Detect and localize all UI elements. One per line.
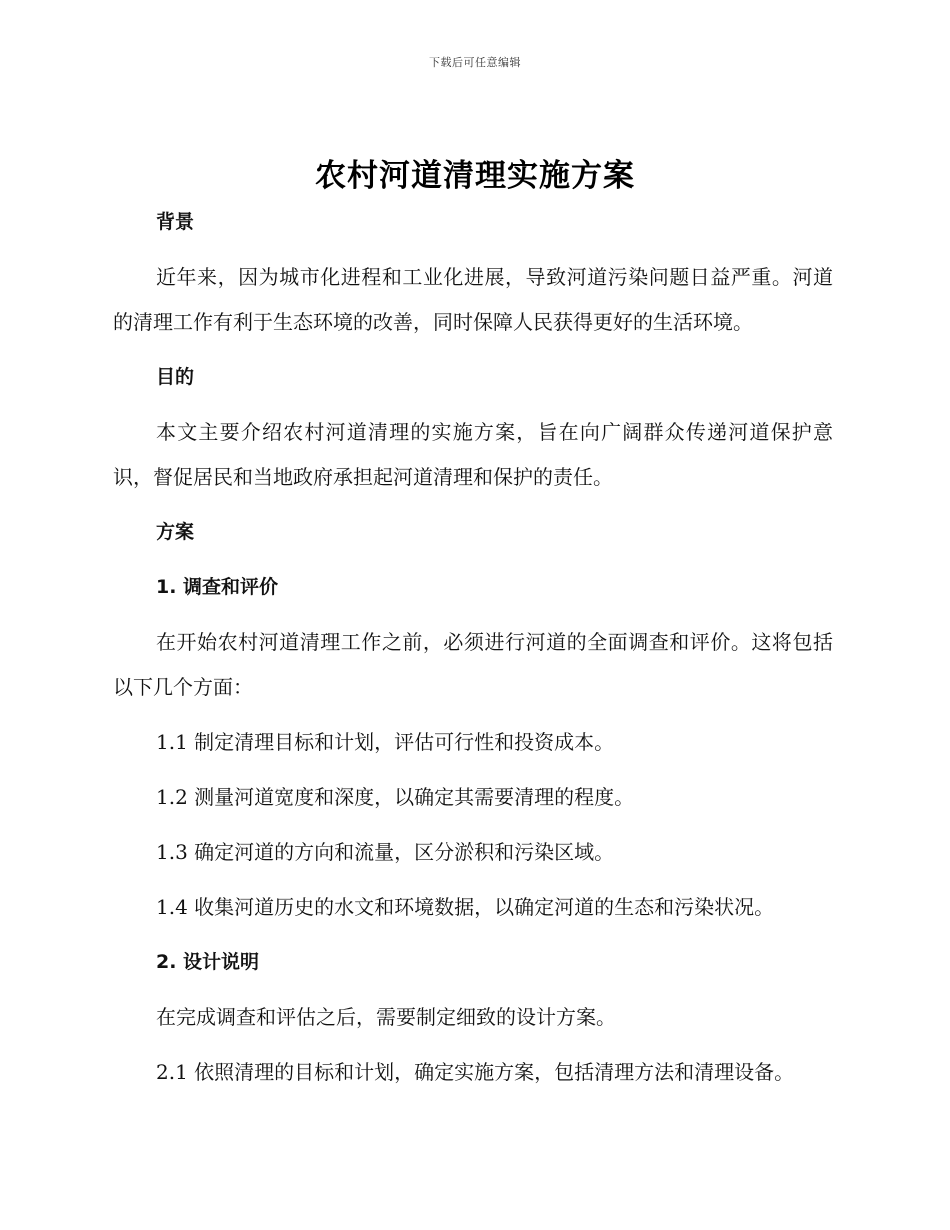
document-title: 农村河道清理实施方案 [315,158,635,194]
list-item: 1.2 测量河道宽度和深度，以确定其需要清理的程度。 [156,785,635,809]
heading-background: 背景 [156,211,195,233]
paragraph-purpose: 本文主要介绍农村河道清理的实施方案，旨在向广阔群众传递河道保护意识，督促居民和当地政府承担起河道清理和保护的责任。 [113,420,833,489]
list-item: 1.1 制定清理目标和计划，评估可行性和投资成本。 [156,730,615,754]
paragraph-survey: 在开始农村河道清理工作之前，必须进行河道的全面调查和评价。这将包括以下几个方面： [113,630,833,699]
paragraph-design: 在完成调查和评估之后，需要制定细致的设计方案。 [156,1005,616,1029]
heading-design: 2. 设计说明 [156,951,260,973]
heading-purpose: 目的 [156,366,195,388]
list-item: 1.4 收集河道历史的水文和环境数据，以确定河道的生态和污染状况。 [156,895,775,919]
paragraph-background: 近年来，因为城市化进程和工业化进展，导致河道污染问题日益严重。河道的清理工作有利于生态环境的改善，同时保障人民获得更好的生活环境。 [113,265,833,334]
heading-survey: 1. 调查和评价 [156,576,279,598]
document-body [113,200,833,1095]
list-item: 1.3 确定河道的方向和流量，区分淤积和污染区域。 [156,840,615,864]
header-note: 下载后可任意编辑 [429,56,521,69]
heading-plan: 方案 [156,521,195,543]
list-item: 2.1 依照清理的目标和计划，确定实施方案，包括清理方法和清理设备。 [156,1060,795,1084]
